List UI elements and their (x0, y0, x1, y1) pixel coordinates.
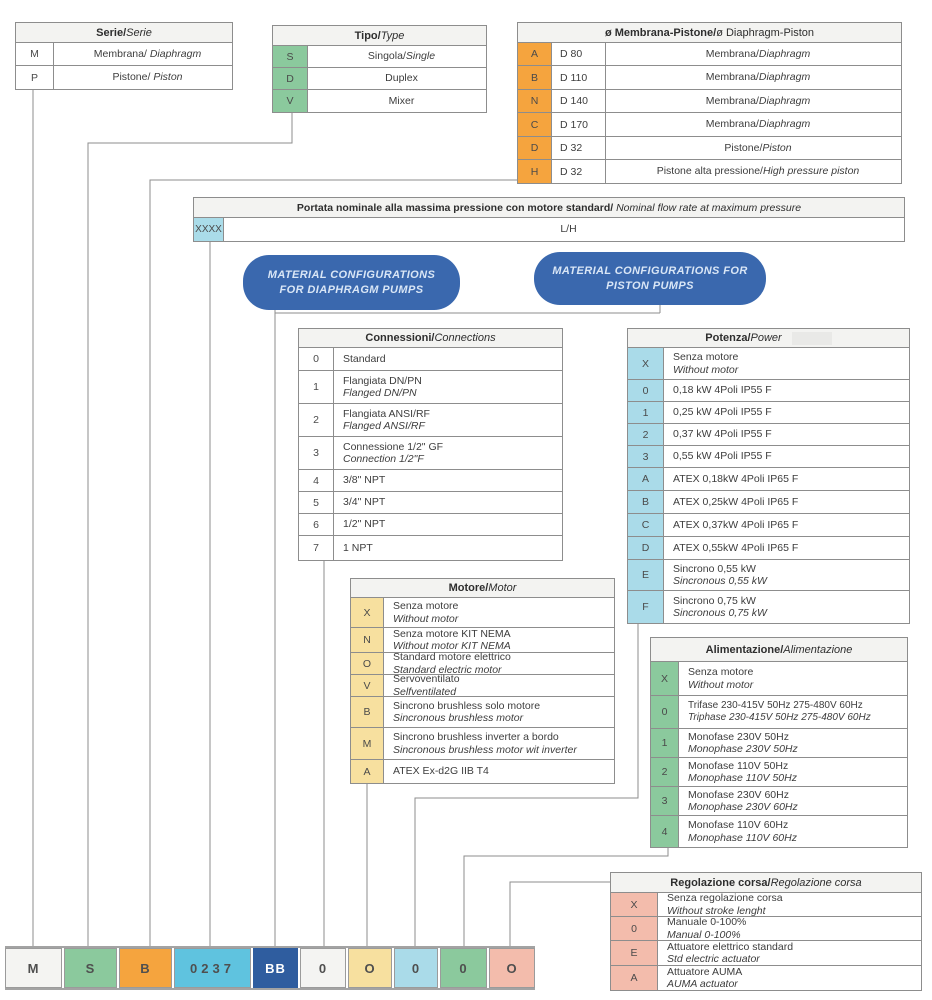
title-en: Serie (126, 26, 152, 39)
code-cell: 1 (628, 402, 664, 423)
desc-it: Membrana/ (705, 118, 759, 131)
code-row-cell-portata: 0237 (174, 948, 251, 988)
title-en: Nominal flow rate at maximum pressure (616, 201, 802, 214)
desc-it: Pistone/ (724, 141, 763, 154)
desc-en: Monophase 110V 60Hz (688, 831, 797, 844)
code-cell: 3 (299, 437, 334, 469)
desc-cell (384, 653, 614, 674)
desc-en: Without motor (393, 612, 459, 625)
title-it: Alimentazione/ (705, 643, 784, 656)
table-row (651, 696, 907, 729)
desc-cell (679, 758, 907, 786)
desc-cell (308, 46, 486, 67)
motore-table (350, 578, 615, 784)
desc-it: Sincrono brushless inverter a bordo (393, 731, 559, 744)
table-row (651, 662, 907, 696)
code-cell: E (611, 941, 658, 965)
table-row (194, 218, 904, 241)
desc-en: Monophase 230V 60Hz (688, 801, 798, 813)
table-row (16, 66, 232, 89)
desc-cell (664, 537, 909, 559)
code-cell: X (611, 893, 658, 916)
table-row (351, 675, 614, 697)
code-cell: D (628, 537, 664, 559)
desc-cell (334, 514, 562, 535)
desc-en: Manual 0-100% (667, 928, 741, 941)
title-en: Motor (488, 582, 517, 594)
code-cell: A (351, 760, 384, 783)
table-row (351, 653, 614, 675)
desc-it: Duplex (385, 72, 418, 85)
desc-it: Connessione 1/2" GF (343, 440, 444, 453)
desc-en: Piston (153, 71, 183, 84)
code-cell: M (351, 728, 384, 759)
desc-it: ATEX 0,18kW 4Poli IP65 F (673, 472, 799, 485)
flow-code-cell: XXXX (194, 218, 224, 241)
desc-it: ATEX 0,37kW 4Poli IP65 F (673, 518, 799, 531)
code-cell: 3 (628, 446, 664, 467)
desc-it: Flangiata ANSI/RF (343, 407, 430, 420)
title-en: Type (380, 29, 405, 42)
potenza-table-title (628, 329, 909, 348)
table-row (299, 404, 562, 437)
desc-cell (664, 424, 909, 445)
desc-cell (606, 90, 901, 112)
table-row (628, 560, 909, 591)
desc-it: Membrana/ (93, 47, 150, 60)
desc-cell (679, 816, 907, 847)
table-row (628, 537, 909, 560)
desc-it: Membrana/ (705, 71, 759, 84)
desc-cell (664, 348, 909, 379)
title-en: Power (750, 332, 782, 344)
code-row-cell-diametro: B (119, 948, 172, 988)
code-cell: D (273, 68, 308, 89)
code-cell: A (628, 468, 664, 490)
serie-table-title (16, 23, 232, 43)
code-cell: O (351, 653, 384, 674)
code-cell: H (518, 160, 552, 183)
desc-cell (334, 536, 562, 560)
table-row (299, 437, 562, 470)
desc-en: Monophase 110V 50Hz (688, 772, 797, 784)
desc-en: Sincronous brushless motor wit inverter (393, 743, 577, 756)
desc-cell (679, 696, 907, 728)
desc-it: Senza motore (393, 600, 459, 613)
desc-cell (658, 917, 921, 940)
code-row-cell-serie: M (5, 948, 62, 988)
tipo-table-title (273, 26, 486, 46)
code-cell: X (628, 348, 664, 379)
desc-it: 0,55 kW 4Poli IP55 F (673, 450, 772, 463)
desc-it: Attuatore AUMA (667, 965, 743, 978)
table-row (651, 729, 907, 758)
desc-en: Sincronous 0,75 kW (673, 607, 767, 619)
desc-it: Sincrono 0,75 kW (673, 594, 756, 607)
desc-it: 0,37 kW 4Poli IP55 F (673, 428, 772, 441)
title-it: Regolazione corsa/ (670, 876, 771, 889)
code-cell: B (351, 697, 384, 727)
table-row (299, 348, 562, 371)
code-row-cell-regolazione: O (489, 948, 535, 988)
table-row (299, 371, 562, 404)
size-cell: D 170 (552, 113, 606, 136)
desc-en: Without motor (673, 363, 739, 376)
connessioni-table (298, 328, 563, 561)
regolazione-table (610, 872, 922, 991)
diametro-table-title (518, 23, 901, 43)
desc-cell (334, 470, 562, 491)
title-en: Regolazione corsa (770, 876, 862, 889)
potenza-table (627, 328, 910, 624)
desc-cell (384, 675, 614, 696)
code-row-cell-connessioni: 0 (300, 948, 346, 988)
desc-cell (664, 560, 909, 590)
alimentazione-table (650, 637, 908, 848)
desc-en: Piston (762, 141, 792, 154)
desc-en: Diaphragm (149, 47, 202, 60)
desc-it: Trifase 230-415V 50Hz 275-480V 60Hz (688, 700, 863, 712)
material-box-diaphragm-label: MATERIAL CONFIGURATIONS FOR DIAPHRAGM PUMPS (267, 268, 436, 296)
desc-it: Flangiata DN/PN (343, 374, 422, 387)
code-cell: C (518, 113, 552, 136)
code-cell: 4 (299, 470, 334, 491)
code-cell: 2 (299, 404, 334, 436)
desc-cell (664, 591, 909, 623)
desc-it: Monofase 110V 50Hz (688, 759, 789, 772)
desc-cell (334, 437, 562, 469)
desc-cell (664, 514, 909, 536)
code-cell: S (273, 46, 308, 67)
size-cell: D 80 (552, 43, 606, 65)
desc-it: ATEX Ex-d2G IIB T4 (393, 765, 489, 778)
desc-en: Standard electric motor (393, 663, 502, 676)
desc-en: Connection 1/2"F (343, 453, 424, 465)
code-cell: 4 (651, 816, 679, 847)
code-row-cell-materiali: BB (253, 948, 298, 988)
motore-table-title (351, 579, 614, 598)
table-row (628, 424, 909, 446)
desc-cell (384, 628, 614, 652)
title-it: Potenza/ (705, 332, 751, 344)
code-cell: C (628, 514, 664, 536)
serie-table (15, 22, 233, 90)
desc-it: 0,18 kW 4Poli IP55 F (673, 384, 772, 397)
table-row (651, 787, 907, 816)
code-cell: 3 (651, 787, 679, 815)
code-cell: 0 (611, 917, 658, 940)
desc-it: Attuatore elettrico standard (667, 940, 794, 953)
table-row (651, 758, 907, 787)
table-row (628, 514, 909, 537)
code-cell: 1 (651, 729, 679, 757)
desc-cell (664, 468, 909, 490)
desc-it: ATEX 0,55kW 4Poli IP65 F (673, 541, 799, 554)
code-cell: 2 (651, 758, 679, 786)
code-cell: A (518, 43, 552, 65)
table-row (351, 760, 614, 783)
desc-cell (658, 966, 921, 990)
desc-it: Manuale 0-100% (667, 916, 747, 929)
desc-it: Sincrono brushless solo motore (393, 699, 541, 712)
desc-en: Single (405, 50, 436, 63)
code-cell: A (611, 966, 658, 990)
desc-en: Selfventilated (393, 685, 457, 698)
desc-it: 3/8" NPT (343, 474, 386, 487)
size-cell: D 32 (552, 160, 606, 183)
table-row (299, 492, 562, 514)
title-it: Motore/ (448, 582, 489, 594)
desc-it: Mixer (388, 94, 415, 107)
desc-it: Senza motore (688, 666, 754, 679)
desc-en: AUMA actuator (667, 978, 738, 990)
desc-cell (334, 404, 562, 436)
table-row (651, 816, 907, 847)
desc-cell (384, 598, 614, 627)
desc-cell (679, 787, 907, 815)
table-row (273, 68, 486, 90)
table-row (299, 514, 562, 536)
desc-it: ATEX 0,25kW 4Poli IP65 F (673, 495, 799, 508)
desc-it: Monofase 230V 50Hz (688, 730, 789, 743)
table-row (299, 536, 562, 560)
desc-cell (606, 137, 901, 159)
table-row (628, 591, 909, 623)
title-it: Serie/ (96, 26, 127, 39)
desc-cell (679, 729, 907, 757)
desc-cell (664, 380, 909, 401)
desc-cell (658, 941, 921, 965)
table-row (628, 446, 909, 468)
code-cell: E (628, 560, 664, 590)
code-row-cell-motore: O (348, 948, 392, 988)
code-row-cell-potenza: 0 (394, 948, 438, 988)
desc-cell (54, 66, 232, 89)
desc-cell (334, 348, 562, 370)
desc-it: Membrana/ (705, 94, 759, 107)
table-row (611, 917, 921, 941)
desc-en: Flanged ANSI/RF (343, 420, 425, 432)
table-row (351, 697, 614, 728)
desc-en: Sincronous 0,55 kW (673, 575, 767, 587)
table-row (351, 628, 614, 653)
desc-en: Without motor (688, 678, 754, 691)
code-row-bottom-line (5, 988, 535, 990)
desc-cell (308, 90, 486, 112)
desc-it: Servoventilato (393, 673, 460, 686)
desc-it: 3/4" NPT (343, 496, 386, 509)
code-cell: D (518, 137, 552, 159)
desc-it: Membrana/ (705, 47, 759, 60)
table-row (351, 728, 614, 760)
code-cell: 0 (299, 348, 334, 370)
code-cell: 0 (651, 696, 679, 728)
title-it: ø Membrana-Pistone/ (604, 26, 717, 39)
desc-en: Without stroke lenght (667, 904, 766, 917)
connessioni-table-title (299, 329, 562, 348)
desc-cell (334, 371, 562, 403)
code-cell: X (651, 662, 679, 695)
desc-en: Sincronous brushless motor (393, 712, 524, 724)
code-cell: X (351, 598, 384, 627)
code-row-cell-tipo: S (64, 948, 117, 988)
title-it: Portata nominale alla massima pressione con motore standard/ (296, 201, 617, 214)
table-row (351, 598, 614, 628)
desc-cell (658, 893, 921, 916)
desc-cell (54, 43, 232, 65)
desc-cell (664, 446, 909, 467)
code-cell: M (16, 43, 54, 65)
desc-it: Senza motore KIT NEMA (393, 627, 511, 640)
flow-unit-cell (224, 218, 904, 241)
desc-en: Diaphragm (758, 94, 811, 107)
alimentazione-table-title (651, 638, 907, 662)
title-it: Tipo/ (354, 29, 381, 42)
desc-cell (606, 66, 901, 89)
table-row (518, 137, 901, 160)
table-row (628, 402, 909, 424)
size-cell: D 32 (552, 137, 606, 159)
material-box-piston (534, 252, 766, 305)
title-it: Connessioni/ (365, 332, 435, 344)
title-en: Alimentazione (783, 643, 853, 656)
desc-it: Standard (343, 352, 386, 365)
desc-cell (606, 43, 901, 65)
portata-band (193, 197, 905, 242)
desc-cell (664, 402, 909, 423)
header-smudge (792, 332, 832, 345)
desc-en: Monophase 230V 50Hz (688, 743, 798, 755)
desc-it: 0,25 kW 4Poli IP55 F (673, 406, 772, 419)
table-row (16, 43, 232, 66)
desc-it: Pistone alta pressione/ (656, 165, 763, 178)
desc-it: Senza motore (673, 351, 739, 364)
tipo-table (272, 25, 487, 113)
code-cell: V (351, 675, 384, 696)
table-row (628, 468, 909, 491)
desc-it: Monofase 230V 60Hz (688, 788, 789, 801)
material-box-piston-label: MATERIAL CONFIGURATIONS FOR PISTON PUMPS (552, 264, 748, 292)
title-en: Connections (434, 332, 496, 344)
portata-title (194, 198, 904, 218)
code-cell: 5 (299, 492, 334, 513)
code-cell: P (16, 66, 54, 89)
table-row (628, 348, 909, 380)
table-row (611, 941, 921, 966)
desc-en: Diaphragm (758, 118, 811, 131)
desc-it: 1 NPT (343, 541, 373, 554)
desc-it: Senza regolazione corsa (667, 892, 783, 905)
diametro-table (517, 22, 902, 184)
table-row (518, 113, 901, 137)
desc-cell (384, 760, 614, 783)
desc-en: Without motor KIT NEMA (393, 640, 511, 652)
desc-it: Monofase 110V 60Hz (688, 819, 789, 832)
code-cell: V (273, 90, 308, 112)
code-cell: F (628, 591, 664, 623)
table-row (518, 160, 901, 183)
unit-label: L/H (560, 223, 577, 236)
code-cell: 7 (299, 536, 334, 560)
regolazione-table-title (611, 873, 921, 893)
desc-it: Pistone/ (112, 71, 154, 84)
desc-it: Standard motore elettrico (393, 651, 511, 664)
desc-en: Flanged DN/PN (343, 387, 417, 399)
table-row (299, 470, 562, 492)
table-row (518, 66, 901, 90)
table-row (273, 90, 486, 112)
table-row (628, 491, 909, 514)
table-row (518, 90, 901, 113)
desc-it: Sincrono 0,55 kW (673, 562, 756, 575)
desc-cell (664, 491, 909, 513)
table-row (273, 46, 486, 68)
desc-cell (308, 68, 486, 89)
desc-en: Std electric actuator (667, 953, 760, 965)
table-row (611, 893, 921, 917)
table-row (518, 43, 901, 66)
code-cell: 0 (628, 380, 664, 401)
desc-cell (606, 160, 901, 183)
desc-cell (334, 492, 562, 513)
desc-cell (606, 113, 901, 136)
code-row-cell-alimentazione: 0 (440, 948, 487, 988)
code-cell: 1 (299, 371, 334, 403)
desc-en: Diaphragm (758, 47, 811, 60)
table-row (611, 966, 921, 990)
table-row (628, 380, 909, 402)
desc-en: Diaphragm (758, 71, 811, 84)
desc-en: High pressure piston (762, 165, 860, 178)
code-cell: N (518, 90, 552, 112)
desc-en: Triphase 230-415V 50Hz 275-480V 60Hz (688, 712, 871, 723)
code-cell: B (628, 491, 664, 513)
desc-cell (384, 697, 614, 727)
material-box-diaphragm (243, 255, 460, 310)
desc-it: 1/2" NPT (343, 518, 386, 531)
title-en: ø Diaphragm-Piston (716, 26, 815, 39)
size-cell: D 110 (552, 66, 606, 89)
desc-cell (679, 662, 907, 695)
code-cell: B (518, 66, 552, 89)
code-cell: 2 (628, 424, 664, 445)
desc-cell (384, 728, 614, 759)
desc-it: Singola/ (367, 50, 406, 63)
size-cell: D 140 (552, 90, 606, 112)
code-cell: 6 (299, 514, 334, 535)
code-cell: N (351, 628, 384, 652)
